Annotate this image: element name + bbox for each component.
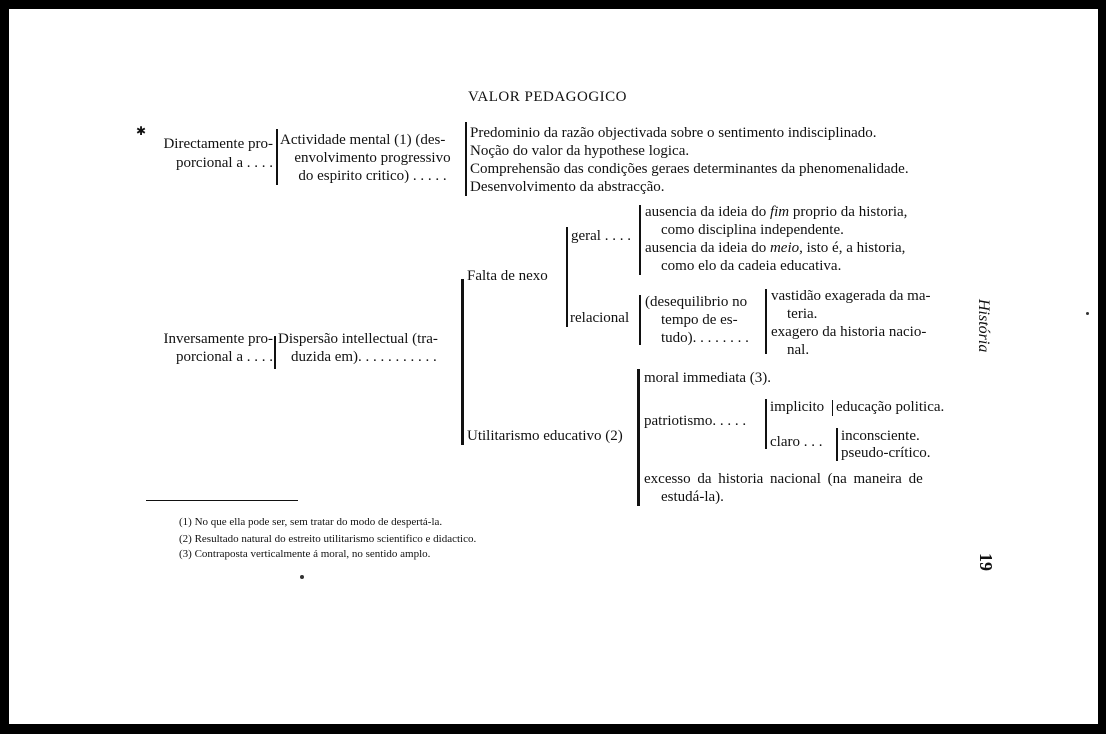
brace-patriotism: [765, 399, 767, 449]
asterisk-mark: ✱: [136, 124, 147, 138]
excess-line-1: excesso da historia nacional (na maneira de: [644, 471, 923, 487]
relational-item-1-line-1: vastidão exagerada da ma-: [771, 288, 931, 304]
patriotism-label: patriotismo. . . . .: [644, 413, 747, 429]
imbalance-line-1: (desequilibrio no: [645, 294, 748, 310]
ink-speck: [1086, 312, 1089, 315]
general-item-1-post: proprio da historia,: [789, 204, 908, 220]
general-label: geral . . . .: [571, 228, 631, 244]
moral-item: moral immediata (3).: [644, 370, 772, 386]
brace-directly: [276, 129, 278, 185]
directly-item-1: Predominio da razão objectivada sobre o sentimento indisciplinado.: [470, 125, 877, 141]
directly-item-4: Desenvolvimento da abstracção.: [470, 179, 665, 195]
clear-label: claro . . .: [770, 434, 823, 450]
general-item-2-line-2: como elo da cadeia educativa.: [661, 258, 842, 274]
inversely-label-line-2: porcional a . . . .: [175, 349, 273, 365]
emphasis-fim: fim: [769, 204, 790, 220]
brace-lack-of-nexus: [566, 227, 568, 327]
brace-imbalance: [765, 289, 767, 354]
general-item-1-pre: ausencia da ideia do: [645, 204, 770, 220]
footnote-2: (2) Resultado natural do estreito utilitarismo scientifico e didactico.: [179, 533, 477, 545]
brace-relational: [639, 295, 641, 345]
relational-item-1-line-2: teria.: [787, 306, 818, 322]
relational-item-2-line-2: nal.: [787, 342, 810, 358]
page: [9, 9, 1098, 724]
imbalance-line-3: tudo). . . . . . . .: [661, 330, 749, 346]
activity-line-3: do espirito critico) . . . . .: [298, 168, 447, 184]
brace-utilitarianism: [637, 369, 640, 506]
inversely-label-line-1: Inversamente pro-: [163, 331, 273, 347]
general-item-1-line-2: como disciplina independente.: [661, 222, 844, 238]
relational-label: relacional: [570, 310, 630, 326]
footnote-1: (1) No que ella pode ser, sem tratar do modo de despertá-la.: [179, 516, 443, 528]
footnote-rule: [146, 500, 298, 501]
emphasis-meio: meio: [769, 240, 800, 256]
page-title: VALOR PEDAGOGICO: [468, 89, 627, 105]
activity-line-2: envolvimento progressivo: [294, 150, 451, 166]
directly-item-3: Comprehensão das condições geraes determinantes da phenomenalidade.: [470, 161, 909, 177]
excess-line-2: estudá-la).: [661, 489, 724, 505]
directly-item-2: Noção do valor da hypothese logica.: [470, 143, 690, 159]
general-item-2-line-1: [645, 240, 905, 257]
brace-activity: [465, 122, 467, 196]
general-item-2-post: , isto é, a historia,: [799, 240, 906, 256]
dispersion-line-1: Dispersão intellectual (tra-: [278, 331, 438, 347]
activity-line-1: Actividade mental (1) (des-: [280, 132, 446, 148]
ink-speck: [300, 575, 304, 579]
brace-dispersion: [461, 279, 464, 445]
general-item-1-line-1: [645, 204, 907, 221]
unconscious-item: inconsciente.: [841, 428, 920, 444]
general-item-2-pre: ausencia da ideia do: [645, 240, 770, 256]
directly-label-line-2: porcional a . . . .: [175, 155, 273, 171]
brace-inversely: [274, 336, 276, 369]
brace-clear: [836, 428, 838, 461]
brace-general: [639, 205, 641, 275]
imbalance-line-2: tempo de es-: [661, 312, 738, 328]
page-number: 19: [976, 553, 996, 571]
side-label: História: [975, 299, 992, 353]
utilitarianism-label: Utilitarismo educativo (2): [467, 428, 623, 444]
directly-label-line-1: Directamente pro-: [163, 136, 273, 152]
dispersion-line-2: duzida em). . . . . . . . . . .: [291, 349, 437, 365]
footnote-3: (3) Contraposta verticalmente á moral, no sentido amplo.: [179, 548, 431, 560]
relational-item-2-line-1: exagero da historia nacio-: [771, 324, 927, 340]
political-education: educação politica.: [836, 399, 945, 415]
pseudo-critical-item: pseudo-crítico.: [841, 445, 931, 461]
lack-of-nexus-label: Falta de nexo: [467, 268, 548, 284]
implicit-label: implicito: [770, 399, 825, 415]
brace-implicit: [832, 400, 833, 416]
